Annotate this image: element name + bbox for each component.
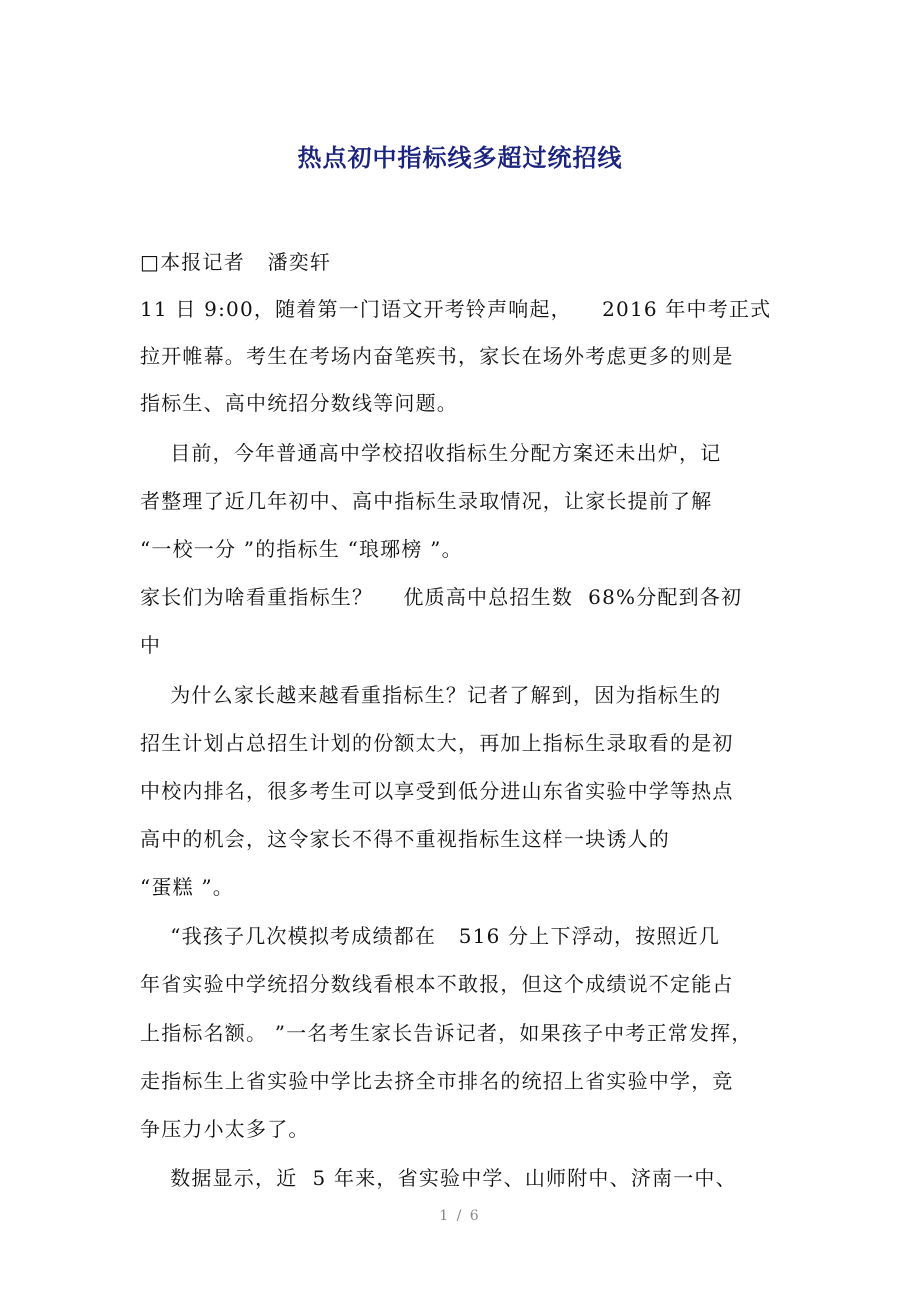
paragraph-line: 为什么家长越来越看重指标生？记者了解到，因为指标生的 bbox=[140, 683, 722, 707]
paragraph-line: 拉开帷幕。考生在考场内奋笔疾书，家长在场外考虑更多的则是 bbox=[140, 344, 734, 368]
section-heading-line: 中 bbox=[140, 633, 162, 657]
paragraph-line: 中校内排名，很多考生可以享受到低分进山东省实验中学等热点 bbox=[140, 779, 734, 803]
page-indicator: 1 / 6 bbox=[439, 1208, 481, 1224]
paragraph-line: 者整理了近几年初中、高中指标生录取情况，让家长提前了解 bbox=[140, 489, 713, 513]
article-title: 热点初中指标线多超过统招线 bbox=[297, 144, 623, 172]
paragraph-line: “一校一分 ”的指标生 “琅琊榜 ”。 bbox=[140, 537, 463, 561]
paragraph-line: 年省实验中学统招分数线看根本不敢报，但这个成绩说不定能占 bbox=[140, 972, 734, 996]
paragraph-line: 招生计划占总招生计划的份额太大，再加上指标生录取看的是初 bbox=[140, 731, 734, 755]
section-heading-line: 家长们为啥看重指标生？ 优质高中总招生数 68%分配到各初 bbox=[140, 585, 743, 609]
byline: □本报记者 潘奕轩 bbox=[140, 250, 332, 274]
paragraph-line: 目前，今年普通高中学校招收指标生分配方案还未出炉，记 bbox=[140, 441, 722, 465]
paragraph-line: 走指标生上省实验中学比去挤全市排名的统招上省实验中学，竞 bbox=[140, 1069, 734, 1093]
paragraph-line: 数据显示，近 5 年来，省实验中学、山师附中、济南一中、 bbox=[140, 1166, 737, 1190]
paragraph-line: 11 日 9:00，随着第一门语文开考铃声响起， 2016 年中考正式 bbox=[140, 297, 772, 321]
paragraph-line: 指标生、高中统招分数线等问题。 bbox=[140, 391, 458, 415]
paragraph-line: 高中的机会，这令家长不得不重视指标生这样一块诱人的 bbox=[140, 827, 670, 851]
paragraph-line: “蛋糕 ”。 bbox=[140, 875, 235, 899]
paragraph-line: 争压力小太多了。 bbox=[140, 1117, 310, 1141]
paragraph-line: “我孩子几次模拟考成绩都在 516 分上下浮动，按照近几 bbox=[140, 924, 721, 948]
paragraph-line: 上指标名额。 ”一名考生家长告诉记者，如果孩子中考正常发挥， bbox=[140, 1021, 753, 1045]
